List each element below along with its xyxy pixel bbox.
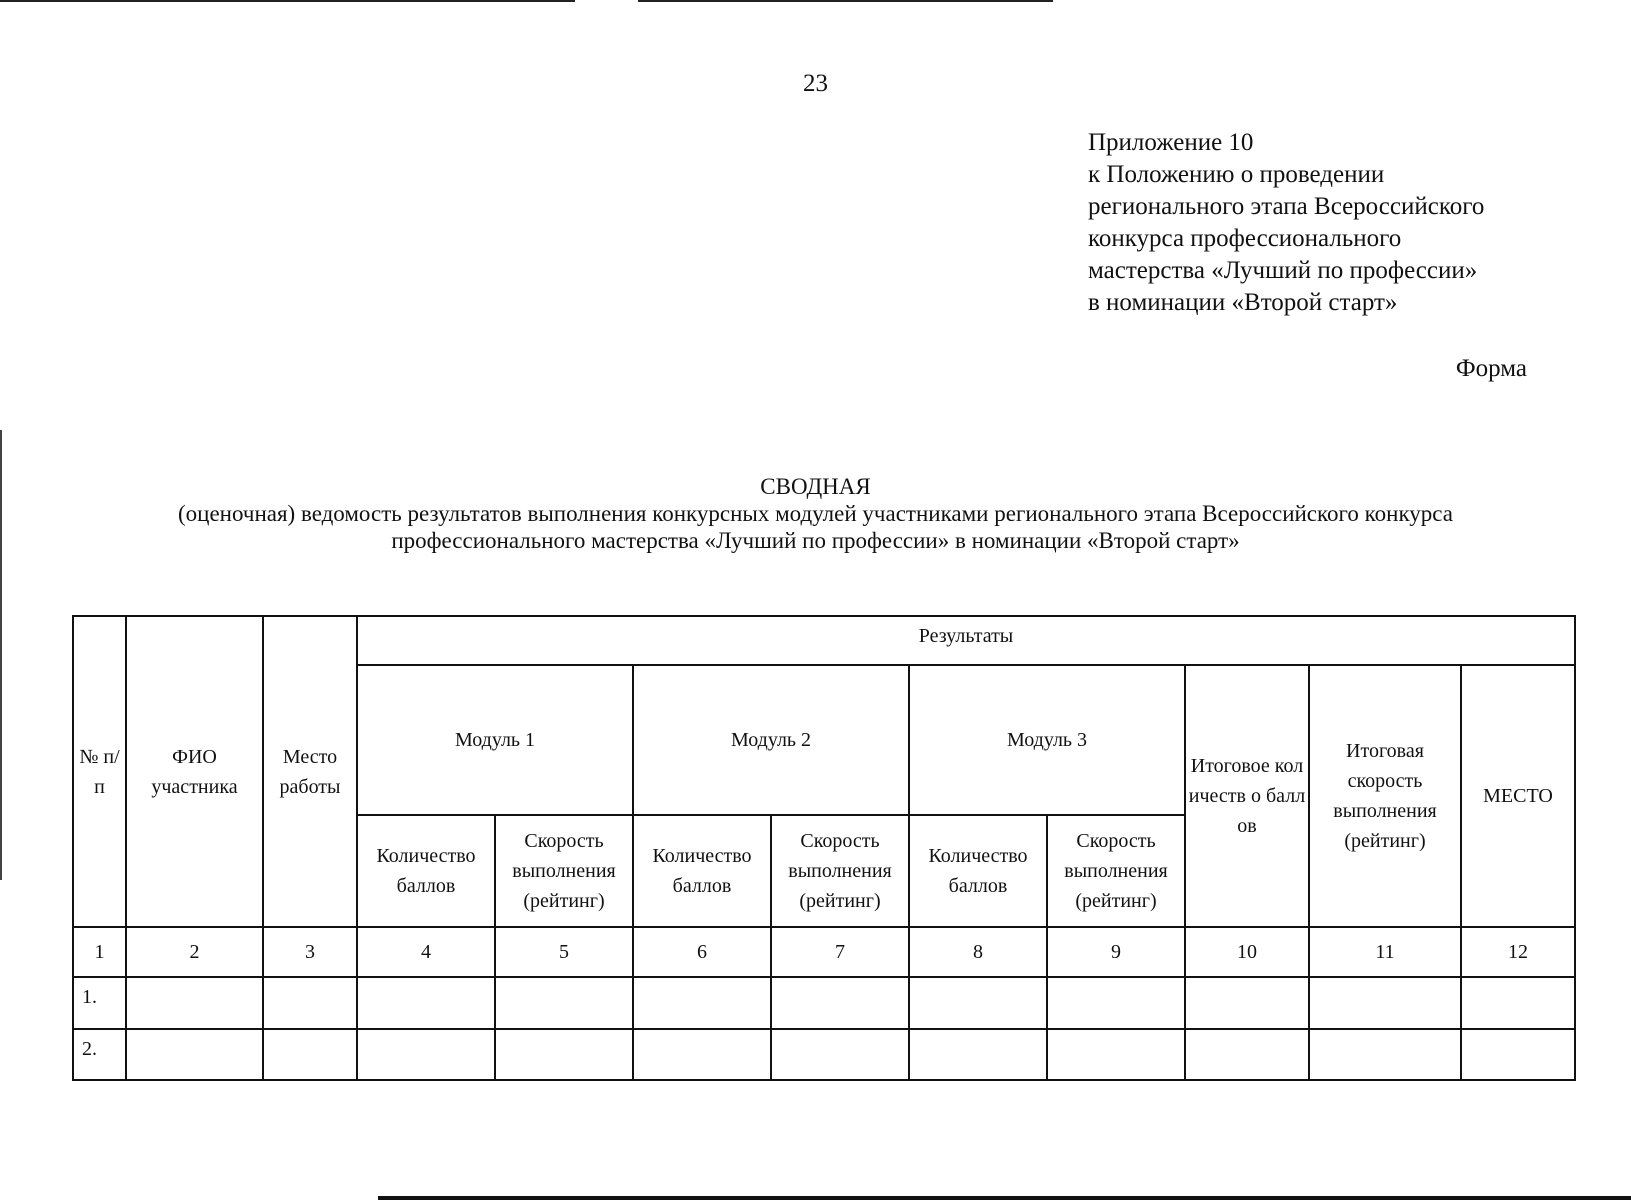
header-module-3-points: Количество баллов xyxy=(909,815,1047,927)
table-cell[interactable] xyxy=(495,1029,633,1080)
table-cell[interactable] xyxy=(633,1029,771,1080)
header-fio: ФИО участника xyxy=(126,616,263,927)
title-line: (оценочная) ведомость результатов выполнения конкурсных модулей участниками регионального этапа Всероссийского конкурса xyxy=(178,501,1453,526)
header-module-2-speed: Скорость выполнения (рейтинг) xyxy=(771,815,909,927)
table-cell[interactable] xyxy=(1309,1029,1461,1080)
table-cell[interactable] xyxy=(1461,977,1575,1029)
table-cell-fio[interactable] xyxy=(126,1029,263,1080)
column-number: 9 xyxy=(1047,927,1185,977)
header-module-2-points: Количество баллов xyxy=(633,815,771,927)
table-cell[interactable] xyxy=(771,1029,909,1080)
column-number: 8 xyxy=(909,927,1047,977)
column-number: 3 xyxy=(263,927,357,977)
table-cell[interactable] xyxy=(909,977,1047,1029)
column-number: 2 xyxy=(126,927,263,977)
column-number: 10 xyxy=(1185,927,1309,977)
document-title xyxy=(0,473,1631,554)
column-number: 5 xyxy=(495,927,633,977)
header-module-2: Модуль 2 xyxy=(633,665,909,815)
column-number: 12 xyxy=(1461,927,1575,977)
table-cell[interactable] xyxy=(1461,1029,1575,1080)
table-cell[interactable] xyxy=(1047,1029,1185,1080)
page-number: 23 xyxy=(803,70,828,97)
table-cell[interactable] xyxy=(1047,977,1185,1029)
column-number: 6 xyxy=(633,927,771,977)
results-table xyxy=(72,615,1576,1081)
column-number: 7 xyxy=(771,927,909,977)
appendix-line: регионального этапа Всероссийского xyxy=(1088,193,1485,220)
column-number-row xyxy=(73,927,1575,977)
header-module-1-speed: Скорость выполнения (рейтинг) xyxy=(495,815,633,927)
row-number: 1. xyxy=(73,977,126,1029)
header-total-points: Итоговое количеств о баллов xyxy=(1185,665,1309,927)
table-cell[interactable] xyxy=(1309,977,1461,1029)
header-module-3: Модуль 3 xyxy=(909,665,1185,815)
table-cell[interactable] xyxy=(357,977,495,1029)
row-number: 2. xyxy=(73,1029,126,1080)
table-cell-fio[interactable] xyxy=(126,977,263,1029)
scan-border-bottom xyxy=(378,1196,1631,1200)
table-cell[interactable] xyxy=(357,1029,495,1080)
table-row xyxy=(73,1029,1575,1080)
form-label: Форма xyxy=(1455,355,1527,382)
header-module-3-speed: Скорость выполнения (рейтинг) xyxy=(1047,815,1185,927)
column-number: 1 xyxy=(73,927,126,977)
table-cell[interactable] xyxy=(633,977,771,1029)
scan-border-top-left xyxy=(0,0,575,2)
table-cell-workplace[interactable] xyxy=(263,977,357,1029)
table-row xyxy=(73,977,1575,1029)
header-num: № п/п xyxy=(73,616,126,927)
header-row-results xyxy=(73,616,1575,665)
table-cell-workplace[interactable] xyxy=(263,1029,357,1080)
header-workplace: Место работы xyxy=(263,616,357,927)
appendix-reference xyxy=(1088,127,1484,319)
appendix-line: к Положению о проведении xyxy=(1088,161,1385,188)
header-results: Результаты xyxy=(357,616,1575,665)
title-heading: СВОДНАЯ xyxy=(760,474,871,499)
appendix-line: конкурса профессионального xyxy=(1088,225,1402,252)
title-line: профессионального мастерства «Лучший по профессии» в номинации «Второй старт» xyxy=(391,528,1240,553)
header-place: МЕСТО xyxy=(1461,665,1575,927)
header-module-1-points: Количество баллов xyxy=(357,815,495,927)
table-cell[interactable] xyxy=(909,1029,1047,1080)
appendix-line: Приложение 10 xyxy=(1088,129,1254,156)
column-number: 11 xyxy=(1309,927,1461,977)
header-total-speed: Итоговая скорость выполнения (рейтинг) xyxy=(1309,665,1461,927)
table-cell[interactable] xyxy=(1185,1029,1309,1080)
table-cell[interactable] xyxy=(495,977,633,1029)
appendix-line: в номинации «Второй старт» xyxy=(1088,289,1398,316)
header-module-1: Модуль 1 xyxy=(357,665,633,815)
table-cell[interactable] xyxy=(771,977,909,1029)
scan-border-top-right xyxy=(638,0,1053,2)
column-number: 4 xyxy=(357,927,495,977)
table-cell[interactable] xyxy=(1185,977,1309,1029)
appendix-line: мастерства «Лучший по профессии» xyxy=(1088,257,1478,284)
